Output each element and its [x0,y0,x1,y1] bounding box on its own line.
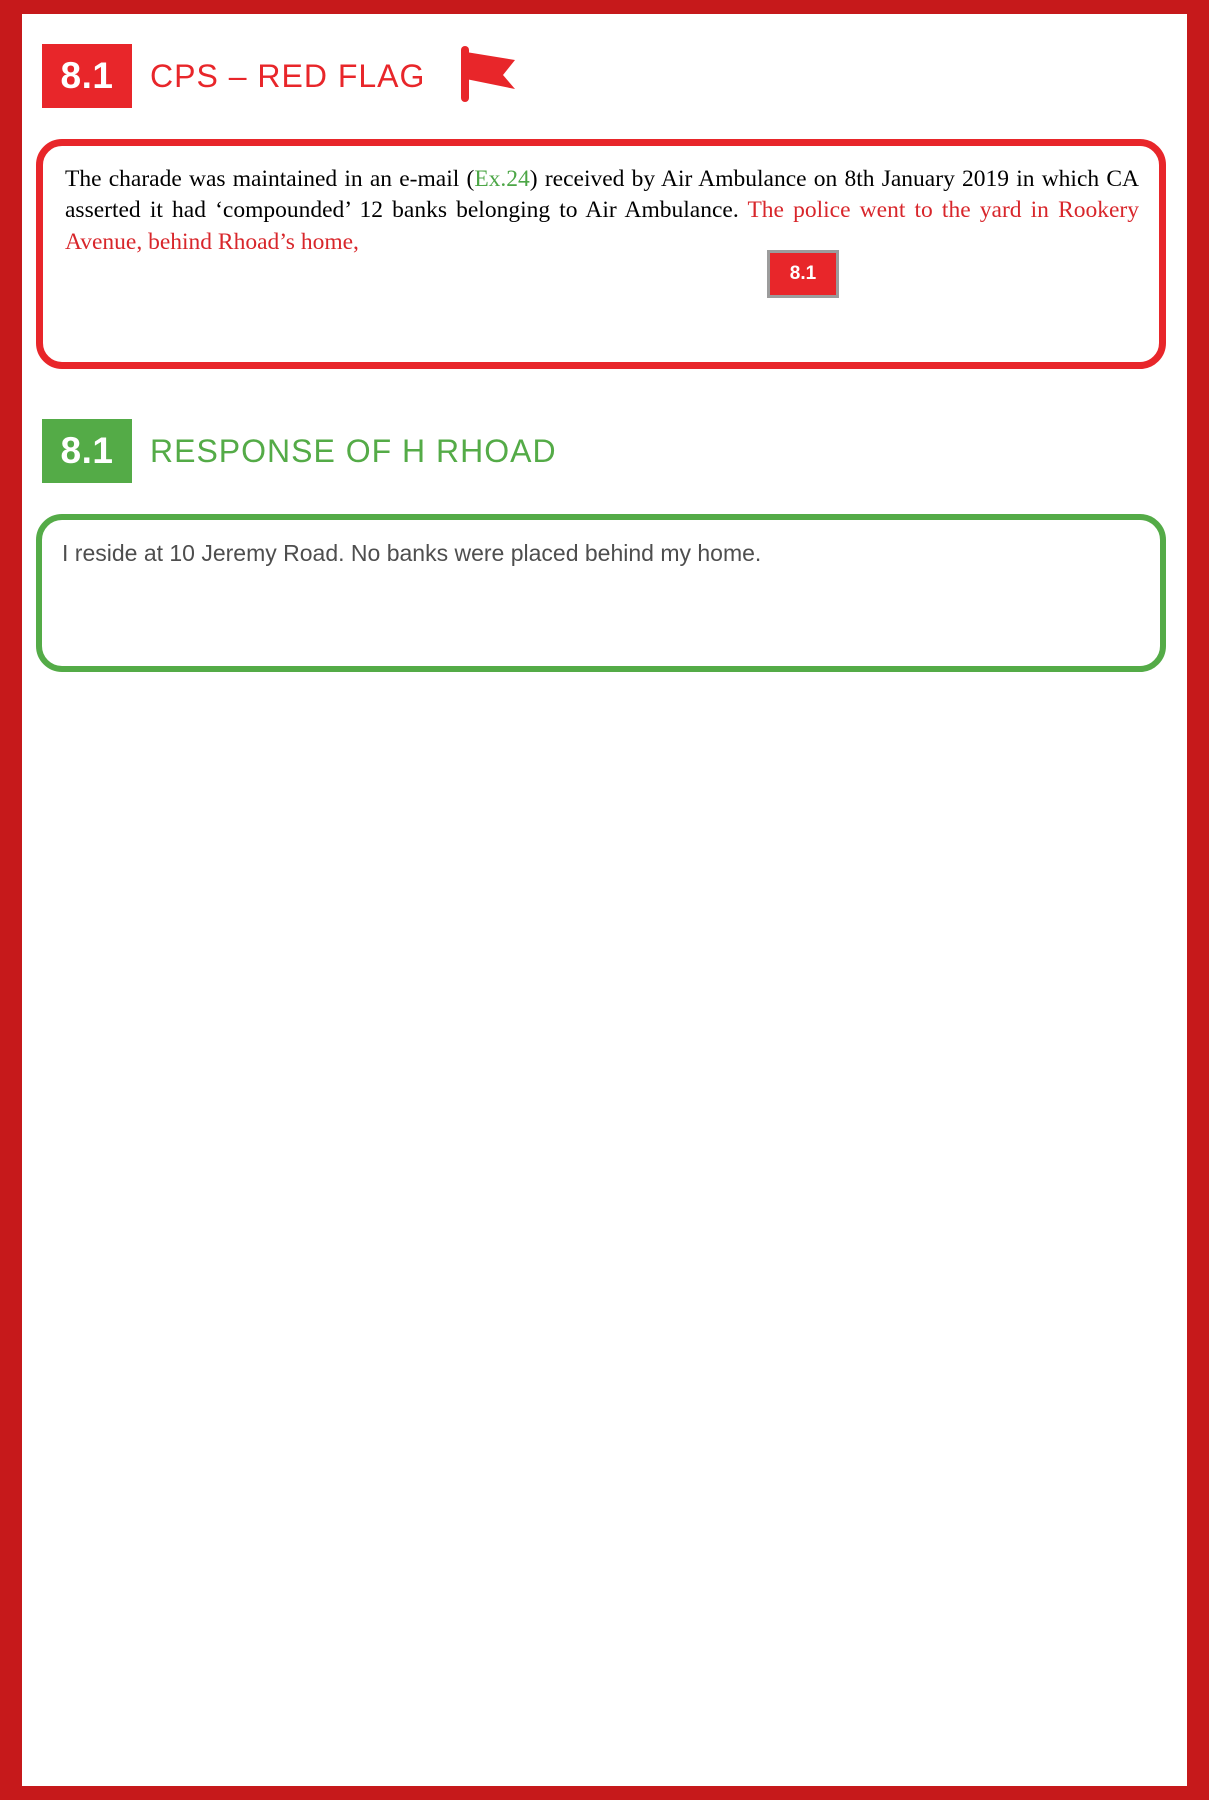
red-flag-icon [457,46,519,107]
cps-red-flag-box [36,139,1166,369]
exhibit-reference: Ex.24 [474,166,530,192]
section-number-badge: 8.1 [42,44,132,108]
response-number-badge: 8.1 [42,419,132,483]
cps-text-part-1: The charade was maintained in an e-mail ( [65,166,475,192]
section-title: CPS – RED FLAG [150,57,426,94]
response-box [36,514,1166,672]
document-page [22,14,1187,1786]
cps-red-flag-text [65,164,1139,258]
response-section-title: RESPONSE OF H RHOAD [150,432,557,469]
section-header-cps-red-flag [42,44,519,108]
response-text: I reside at 10 Jeremy Road. No banks were placed behind my home. [62,540,762,566]
cps-text-part-3: The police went to the yard in Rookery Avenue, behind Rhoad’s home, [65,197,1140,255]
inline-reference-badge: 8.1 [767,250,839,298]
cps-text-part-2: ) received by Air Ambulance on 8th January 2019 in which CA asserted it had ‘compounded’ 12 banks belonging to Air Ambulance. [65,166,1139,224]
section-header-response-of-h-rhoad [42,419,557,483]
